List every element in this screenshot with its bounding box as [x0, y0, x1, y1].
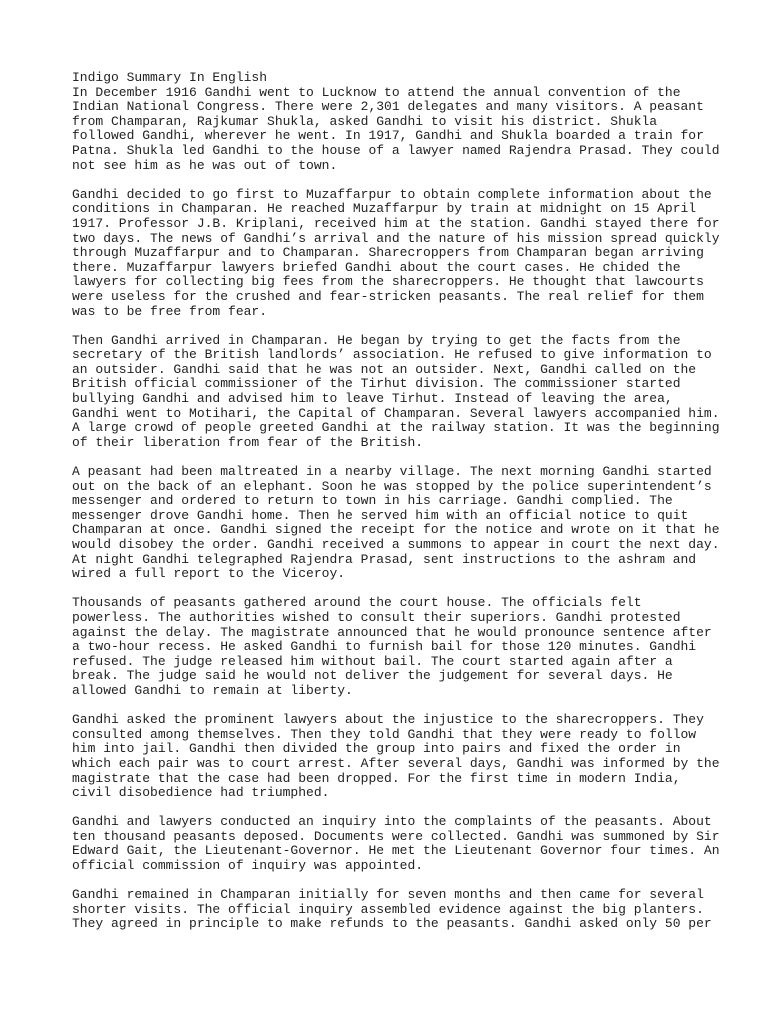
paragraph-4	[72, 464, 720, 582]
text-line: Gandhi remained in Champaran initially for seven months and then came for several	[72, 887, 704, 903]
text-line: Gandhi asked the prominent lawyers about the injustice to the sharecroppers. They	[72, 712, 704, 728]
text-line: messenger and ordered to return to town in his carriage. Gandhi complied. The	[72, 493, 673, 509]
text-line: A large crowd of people greeted Gandhi at the railway station. It was the beginning	[72, 420, 720, 436]
text-line: refused. The judge released him without bail. The court started again after a	[72, 653, 673, 669]
text-line: Indian National Congress. There were 2,301 delegates and many visitors. A peasant	[72, 99, 704, 115]
text-line: was to be free from fear.	[72, 303, 268, 319]
text-line: Then Gandhi arrived in Champaran. He began by trying to get the facts from the	[72, 332, 681, 348]
text-line: Edward Gait, the Lieutenant-Governor. He met the Lieutenant Governor four times. An	[72, 843, 720, 859]
text-line: against the delay. The magistrate announced that he would pronounce sentence after	[72, 624, 712, 640]
text-line: Thousands of peasants gathered around the court house. The officials felt	[72, 595, 642, 611]
text-line: British official commissioner of the Tirhut division. The commissioner started	[72, 376, 681, 392]
text-line: wired a full report to the Viceroy.	[72, 566, 346, 582]
paragraph-5	[72, 596, 712, 698]
text-line: were useless for the crushed and fear-stricken peasants. The real relief for them	[72, 288, 704, 304]
paragraph-3	[72, 332, 720, 451]
text-line: Patna. Shukla led Gandhi to the house of a lawyer named Rajendra Prasad. They could	[72, 142, 720, 158]
text-line: Gandhi went to Motihari, the Capital of Champaran. Several lawyers accompanied him.	[72, 405, 720, 421]
text-line: official commission of inquiry was appointed.	[72, 858, 424, 874]
text-line: would disobey the order. Gandhi received a summons to appear in court the next day.	[72, 537, 720, 552]
text-line: an outsider. Gandhi said that he was not an outsider. Next, Gandhi called on the	[72, 361, 697, 377]
text-line: bullying Gandhi and advised him to leave Tirhut. Instead of leaving the area,	[72, 391, 673, 407]
text-line: out on the back of an elephant. Soon he was stopped by the police superintendent’s	[72, 478, 712, 494]
text-line: messenger drove Gandhi home. Then he served him with an official notice to quit	[72, 507, 689, 523]
text-line: followed Gandhi, wherever he went. In 1917, Gandhi and Shukla boarded a train for	[72, 128, 704, 144]
text-line: conditions in Champaran. He reached Muzaffarpur by train at midnight on 15 April	[72, 201, 697, 217]
paragraph-2	[72, 186, 720, 319]
text-line: allowed Gandhi to remain at liberty.	[72, 682, 353, 698]
text-line: At night Gandhi telegraphed Rajendra Prasad, sent instructions to the ashram and	[72, 551, 697, 567]
text-line: powerless. The authorities wished to consult their superiors. Gandhi protested	[72, 609, 681, 625]
text-line: Champaran at once. Gandhi signed the receipt for the notice and wrote on it that he	[72, 522, 720, 538]
text-line: 1917. Professor J.B. Kriplani, received him at the station. Gandhi stayed there for	[72, 215, 720, 231]
text-line: shorter visits. The official inquiry assembled evidence against the big planters.	[72, 901, 704, 917]
text-line: A peasant had been maltreated in a nearby village. The next morning Gandhi started	[72, 464, 712, 480]
paragraph-8	[72, 888, 712, 932]
text-line: Gandhi decided to go first to Muzaffarpur to obtain complete information about the	[72, 186, 712, 202]
text-line: ten thousand peasants deposed. Documents were collected. Gandhi was summoned by Sir	[72, 828, 720, 844]
text-line: which each pair was to court arrest. After several days, Gandhi was informed by the	[72, 755, 720, 771]
document-title: Indigo Summary In English	[72, 70, 268, 85]
text-line: a two-hour recess. He asked Gandhi to furnish bail for those 120 minutes. Gandhi	[72, 639, 697, 655]
text-line: lawyers for collecting big fees from the sharecroppers. He thought that lawcourts	[72, 274, 704, 290]
paragraph-1	[72, 84, 720, 174]
text-line: him into jail. Gandhi then divided the group into pairs and fixed the order in	[72, 741, 681, 757]
text-line: break. The judge said he would not deliver the judgement for several days. He	[72, 668, 673, 684]
document-page	[72, 70, 720, 947]
text-line: Gandhi and lawyers conducted an inquiry into the complaints of the peasants. About	[72, 814, 712, 830]
text-line: from Champaran, Rajkumar Shukla, asked Gandhi to visit his district. Shukla	[72, 113, 658, 129]
text-line: of their liberation from fear of the British.	[72, 434, 424, 450]
paragraph-6	[72, 712, 720, 801]
text-line: They agreed in principle to make refunds to the peasants. Gandhi asked only 50 per	[72, 916, 712, 932]
text-line: magistrate that the case had been dropped. For the first time in modern India,	[72, 770, 681, 786]
paragraph-7	[72, 814, 720, 874]
text-line: through Muzaffarpur and to Champaran. Sharecroppers from Champaran began arriving	[72, 245, 704, 261]
text-line: two days. The news of Gandhi’s arrival and the nature of his mission spread quickly	[72, 230, 720, 246]
text-line: consulted among themselves. Then they told Gandhi that they were ready to follow	[72, 726, 697, 742]
text-line: there. Muzaffarpur lawyers briefed Gandhi about the court cases. He chided the	[72, 259, 681, 275]
text-line: civil disobedience had triumphed.	[72, 785, 330, 801]
text-line: In December 1916 Gandhi went to Lucknow to attend the annual convention of the	[72, 84, 681, 100]
text-line: secretary of the British landlords’ association. He refused to give information to	[72, 347, 712, 363]
text-line: not see him as he was out of town.	[72, 157, 338, 173]
